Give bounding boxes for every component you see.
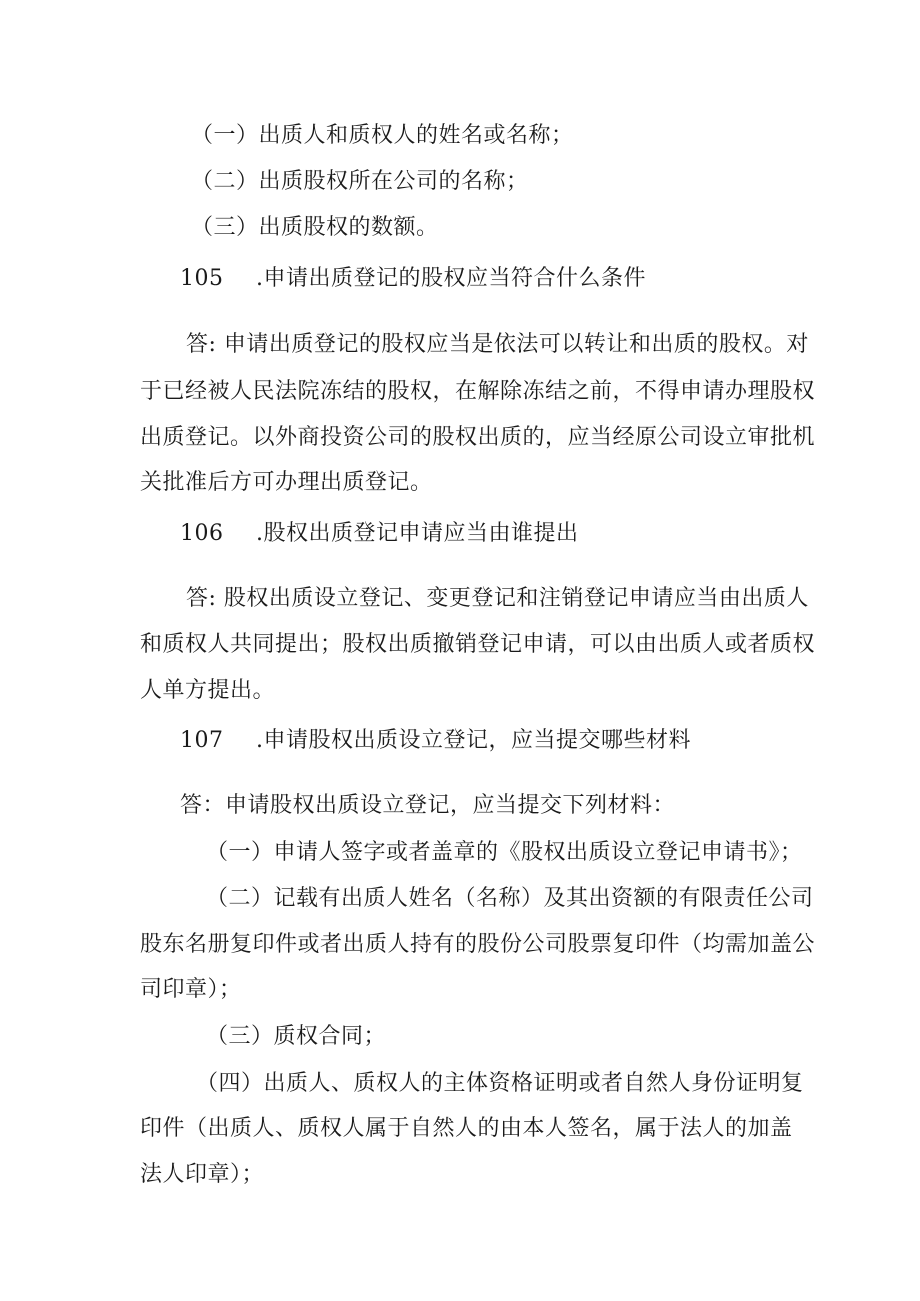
question-105-text: .申请出质登记的股权应当符合什么条件 bbox=[256, 266, 646, 291]
answer-105-line-3: 出质登记。以外商投资公司的股权出质的，应当经原公司设立审批机 bbox=[140, 425, 816, 450]
answer-107-lead: 答：申请股权出质设立登记，应当提交下列材料： bbox=[180, 793, 676, 818]
question-105-heading bbox=[180, 264, 646, 294]
intro-item-3: （三）出质股权的数额。 bbox=[191, 215, 439, 240]
answer-105-line-4: 关批准后方可办理出质登记。 bbox=[140, 470, 433, 495]
question-105-number: 105 bbox=[180, 266, 224, 291]
question-107-heading bbox=[180, 726, 691, 756]
answer-107-item-1: （一）申请人签字或者盖章的《股权出质设立登记申请书》； bbox=[206, 840, 803, 865]
answer-107-item-4-line-1: （四）出质人、质权人的主体资格证明或者自然人身份证明复 bbox=[196, 1071, 804, 1096]
question-106-heading bbox=[180, 519, 579, 549]
answer-105-line-2: 于已经被人民法院冻结的股权，在解除冻结之前，不得申请办理股权 bbox=[140, 379, 816, 404]
answer-106-line-1: 答: 股权出质设立登记、变更登记和注销登记申请应当由出质人 bbox=[186, 586, 809, 611]
answer-107-item-3: （三）质权合同； bbox=[206, 1024, 387, 1049]
answer-107-item-2-line-1: （二）记载有出质人姓名（名称）及其出资额的有限责任公司 bbox=[206, 886, 814, 911]
question-107-number: 107 bbox=[180, 728, 224, 753]
answer-105-line-1: 答: 申请出质登记的股权应当是依法可以转让和出质的股权。对 bbox=[186, 332, 809, 357]
answer-106-line-3: 人单方提出。 bbox=[140, 678, 276, 703]
intro-item-1: （一）出质人和质权人的姓名或名称； bbox=[191, 123, 574, 148]
question-106-number: 106 bbox=[180, 521, 224, 546]
answer-106-line-2: 和质权人共同提出；股权出质撤销登记申请，可以由出质人或者质权 bbox=[140, 632, 816, 657]
intro-item-2: （二）出质股权所在公司的名称； bbox=[191, 169, 529, 194]
answer-107-item-2-line-3: 司印章）； bbox=[140, 977, 242, 1002]
answer-107-item-2-line-2: 股东名册复印件或者出质人持有的股份公司股票复印件（均需加盖公 bbox=[140, 932, 816, 957]
question-107-text: .申请股权出质设立登记，应当提交哪些材料 bbox=[256, 728, 691, 753]
question-106-text: .股权出质登记申请应当由谁提出 bbox=[256, 521, 579, 546]
answer-107-item-4-line-2: 印件（出质人、质权人属于自然人的由本人签名，属于法人的加盖 bbox=[140, 1116, 793, 1141]
answer-107-item-4-line-3: 法人印章）； bbox=[140, 1162, 265, 1187]
